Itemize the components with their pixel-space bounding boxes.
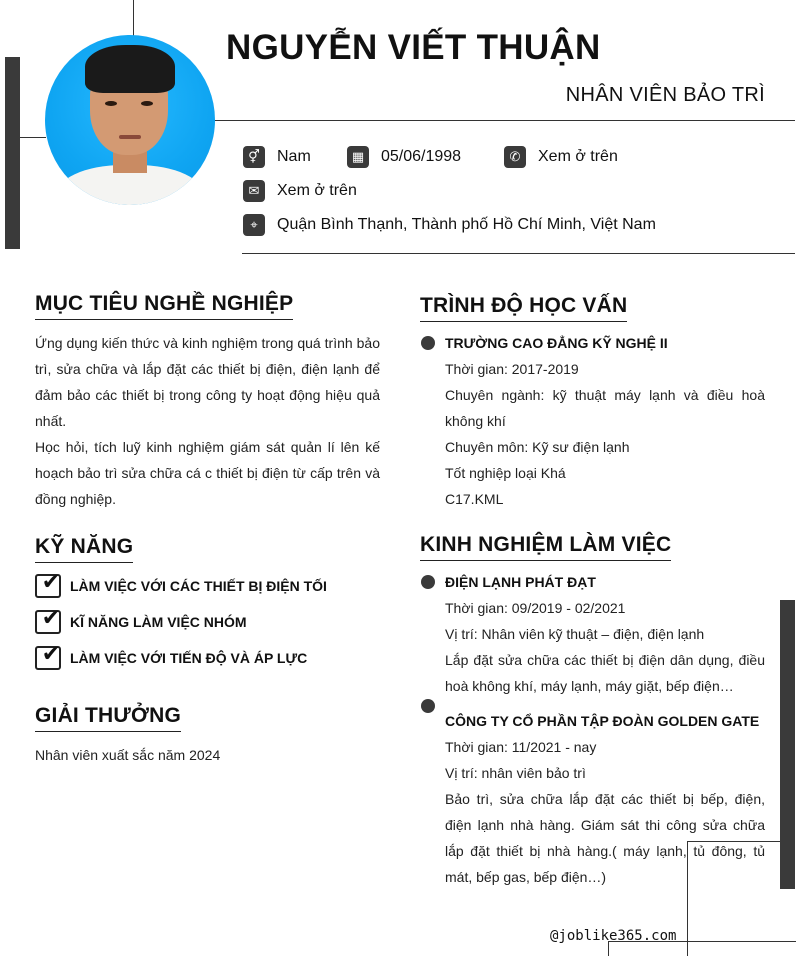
birthday-value: 05/06/1998	[381, 148, 462, 165]
gender-value: Nam	[277, 148, 311, 165]
job-time: Thời gian: 09/2019 - 02/2021	[445, 600, 626, 616]
photo-hair	[85, 45, 175, 93]
calendar-icon: ▦	[347, 146, 369, 168]
contact-email	[243, 180, 357, 202]
email-value: Xem ở trên	[277, 182, 357, 199]
experience-entry-1	[445, 569, 765, 699]
objective-heading: MỤC TIÊU NGHỀ NGHIỆP	[35, 292, 293, 320]
education-major: Chuyên ngành: kỹ thuật máy lạnh và điều hoà không khí	[445, 387, 765, 429]
experience-heading: KINH NGHIỆM LÀM VIỆC	[420, 533, 671, 561]
checkbox-icon: ✔	[35, 646, 61, 670]
header-divider	[215, 120, 795, 121]
objective-paragraph-2: Học hỏi, tích luỹ kinh nghiệm giám sát quản lí lên kế hoạch bảo trì sửa chữa cá c thiết bị điện từ cấp trên và đồng nghiệp.	[35, 439, 380, 507]
right-accent-bar	[780, 600, 795, 889]
job-time: Thời gian: 11/2021 - nay	[445, 739, 597, 755]
job-description: Bảo trì, sửa chữa lắp đặt các thiết bị bếp, điện, điện lạnh nhà hàng. Giám sát thi công sửa chữa lắp đặt thiết bị nhà hàng.( máy lạnh, tủ đông, tủ mát, bếp gas, bếp điện…)	[445, 791, 765, 885]
job-position: Vị trí: nhân viên bảo trì	[445, 765, 586, 781]
contact-divider	[242, 253, 795, 254]
skill-item	[35, 642, 308, 670]
objective-paragraph-1: Ứng dụng kiến thức và kinh nghiệm trong quá trình bảo trì, sửa chữa và lắp đặt các thiết bị điện, điện lạnh để đảm bảo các thiết bị trong công ty hoạt động hiệu quả nhất.	[35, 335, 380, 429]
experience-entry-2	[445, 708, 765, 890]
skill-label: LÀM VIỆC VỚI TIẾN ĐỘ VÀ ÁP LỰC	[70, 650, 308, 666]
education-specialty: Chuyên môn: Kỹ sư điện lạnh	[445, 439, 630, 455]
awards-text: Nhân viên xuất sắc năm 2024	[35, 747, 221, 763]
job-position: Vị trí: Nhân viên kỹ thuật – điện, điện lạnh	[445, 626, 705, 642]
location-icon: ⌖	[243, 214, 265, 236]
timeline-bullet	[421, 699, 435, 713]
contact-address	[243, 214, 656, 236]
left-accent-bar	[5, 57, 20, 249]
skills-heading: KỸ NĂNG	[35, 535, 133, 563]
skill-item	[35, 570, 327, 598]
phone-icon: ✆	[504, 146, 526, 168]
skill-label: KĨ NĂNG LÀM VIỆC NHÓM	[70, 614, 247, 630]
watermark-text: @joblike365.com	[550, 928, 677, 944]
photo-mouth	[119, 135, 141, 139]
photo-eye-left	[105, 101, 117, 106]
address-value: Quận Bình Thạnh, Thành phố Hồ Chí Minh, Việt Nam	[277, 216, 656, 233]
avatar-left-line	[20, 137, 46, 138]
contact-gender	[243, 146, 311, 168]
awards-heading: GIẢI THƯỞNG	[35, 704, 181, 732]
phone-value: Xem ở trên	[538, 148, 618, 165]
school-name: TRƯỜNG CAO ĐẲNG KỸ NGHỆ II	[445, 335, 668, 351]
education-class: C17.KML	[445, 491, 504, 507]
company-name: CÔNG TY CỔ PHẦN TẬP ĐOÀN GOLDEN GATE	[445, 713, 760, 729]
contact-phone	[504, 146, 618, 168]
education-time: Thời gian: 2017-2019	[445, 361, 579, 377]
education-grade: Tốt nghiệp loại Khá	[445, 465, 566, 481]
education-entry	[445, 330, 765, 512]
skill-label: LÀM VIỆC VỚI CÁC THIẾT BỊ ĐIỆN TỐI	[70, 578, 327, 594]
timeline-bullet	[421, 575, 435, 589]
candidate-name: NGUYỄN VIẾT THUẬN	[226, 28, 601, 67]
checkbox-icon: ✔	[35, 574, 61, 598]
gender-icon: ⚥	[243, 146, 265, 168]
job-description: Lắp đặt sửa chữa các thiết bị điện dân dụng, điều hoà không khí, máy lạnh, máy giặt, bếp điện…	[445, 652, 765, 694]
timeline-bullet	[421, 336, 435, 350]
photo-eye-right	[141, 101, 153, 106]
mail-icon: ✉	[243, 180, 265, 202]
company-name: ĐIỆN LẠNH PHÁT ĐẠT	[445, 574, 596, 590]
education-heading: TRÌNH ĐỘ HỌC VẤN	[420, 294, 627, 322]
top-vertical-line	[133, 0, 134, 36]
job-title: NHÂN VIÊN BẢO TRÌ	[565, 84, 765, 106]
contact-birthday	[347, 146, 461, 168]
checkbox-icon: ✔	[35, 610, 61, 634]
profile-photo	[45, 35, 215, 205]
skill-item	[35, 606, 247, 634]
